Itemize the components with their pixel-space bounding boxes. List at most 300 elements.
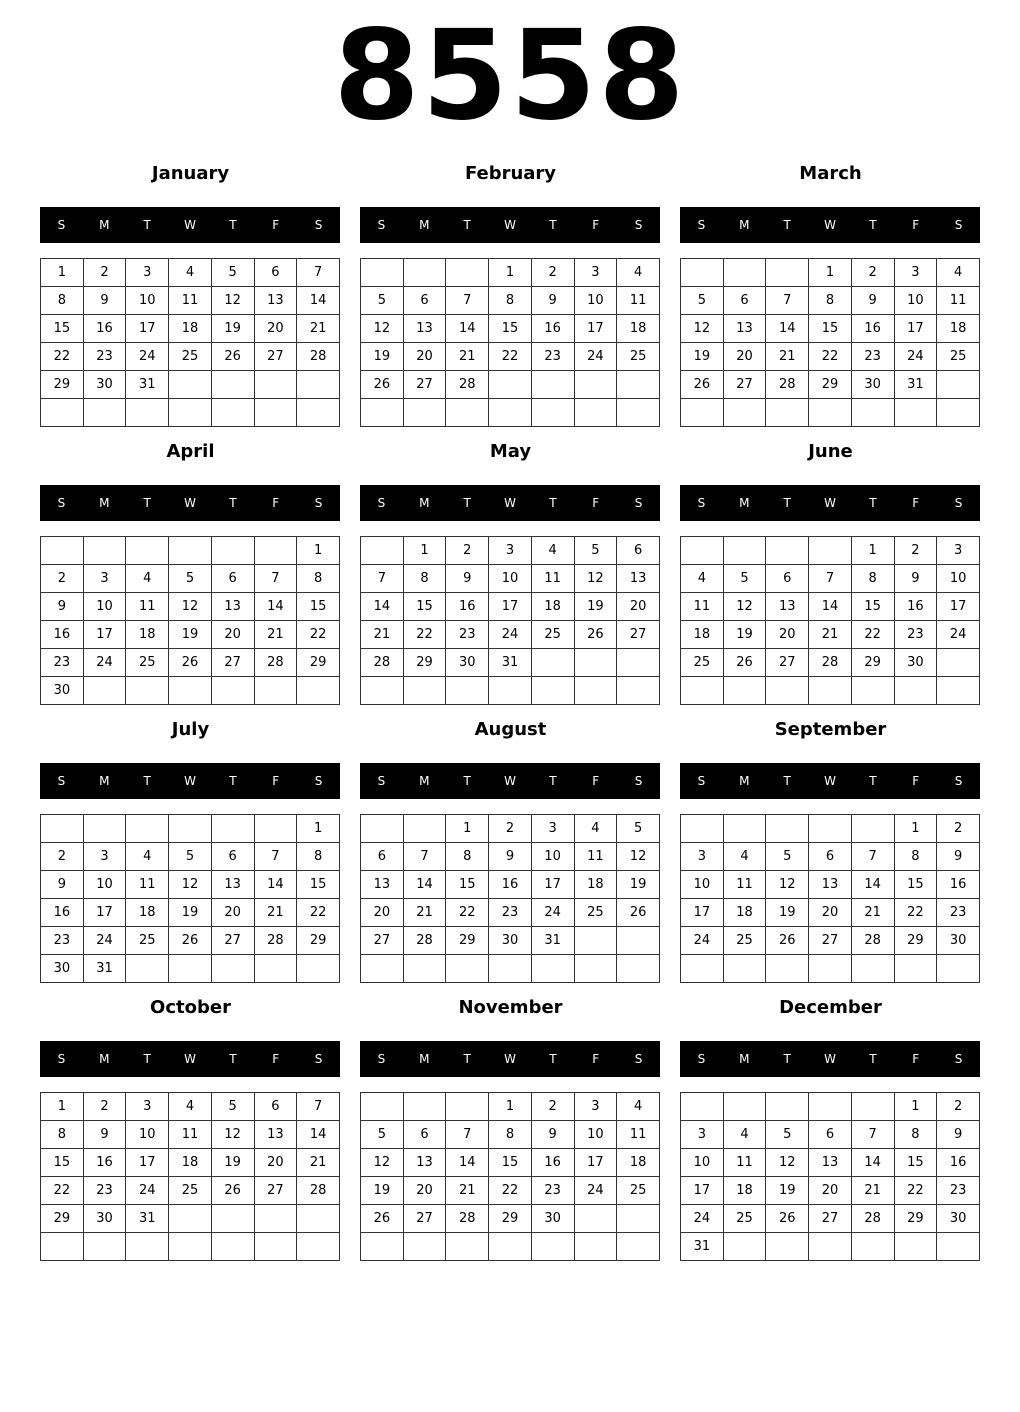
day-cell: 7	[361, 565, 404, 593]
month-name: April	[166, 441, 215, 462]
empty-cell	[681, 537, 724, 565]
weekday-label: T	[463, 774, 471, 788]
weekday-label: S	[954, 218, 963, 232]
weekday-label: S	[314, 218, 323, 232]
empty-cell	[126, 537, 169, 565]
day-cell: 21	[297, 1149, 340, 1177]
day-grid	[680, 814, 980, 983]
weekday-label: S	[57, 496, 66, 510]
day-cell: 18	[723, 1177, 766, 1205]
day-cell: 16	[937, 1149, 980, 1177]
week-row	[361, 315, 660, 343]
weekday-label: W	[184, 774, 196, 788]
day-cell: 10	[894, 287, 937, 315]
empty-cell	[211, 955, 254, 983]
week-row	[41, 1093, 340, 1121]
day-cell: 21	[403, 899, 446, 927]
week-row	[361, 1233, 660, 1261]
day-cell: 1	[489, 1093, 532, 1121]
empty-cell	[531, 955, 574, 983]
empty-cell	[126, 955, 169, 983]
week-row	[41, 565, 340, 593]
day-cell: 6	[723, 287, 766, 315]
empty-cell	[211, 371, 254, 399]
day-cell: 28	[851, 1205, 894, 1233]
weekday-label: W	[824, 1052, 836, 1066]
day-cell: 17	[574, 1149, 617, 1177]
empty-cell	[809, 1233, 852, 1261]
day-cell: 5	[574, 537, 617, 565]
week-row	[361, 1149, 660, 1177]
weekday-label: T	[549, 1052, 557, 1066]
day-cell: 29	[489, 1205, 532, 1233]
week-row	[681, 399, 980, 427]
month-name: August	[474, 719, 547, 740]
day-cell: 10	[574, 1121, 617, 1149]
day-cell: 12	[617, 843, 660, 871]
empty-cell	[254, 537, 297, 565]
week-row	[41, 955, 340, 983]
weekday-label: W	[504, 1052, 516, 1066]
empty-cell	[617, 371, 660, 399]
day-cell: 8	[41, 1121, 84, 1149]
empty-cell	[809, 677, 852, 705]
month-name: January	[151, 163, 230, 184]
weekday-label: F	[592, 496, 600, 510]
week-row	[361, 259, 660, 287]
empty-cell	[254, 1233, 297, 1261]
empty-cell	[894, 399, 937, 427]
week-row	[681, 1149, 980, 1177]
week-row	[361, 1093, 660, 1121]
empty-cell	[361, 399, 404, 427]
week-row	[361, 649, 660, 677]
day-cell: 7	[403, 843, 446, 871]
day-cell: 17	[531, 871, 574, 899]
weekday-label: T	[783, 1052, 791, 1066]
empty-cell	[723, 537, 766, 565]
weekday-label: T	[143, 1052, 151, 1066]
day-cell: 24	[574, 343, 617, 371]
day-cell: 30	[937, 1205, 980, 1233]
week-row	[41, 1121, 340, 1149]
weekday-header	[360, 207, 660, 243]
empty-cell	[254, 955, 297, 983]
empty-cell	[617, 955, 660, 983]
month-name: September	[774, 719, 887, 740]
empty-cell	[574, 399, 617, 427]
day-cell: 13	[809, 871, 852, 899]
weekday-label: T	[783, 218, 791, 232]
day-cell: 11	[617, 287, 660, 315]
empty-cell	[937, 649, 980, 677]
day-cell: 8	[297, 565, 340, 593]
day-cell: 24	[937, 621, 980, 649]
day-cell: 18	[723, 899, 766, 927]
day-cell: 16	[41, 899, 84, 927]
day-cell: 18	[937, 315, 980, 343]
empty-cell	[83, 815, 126, 843]
weekday-label: T	[229, 496, 237, 510]
day-cell: 23	[937, 899, 980, 927]
empty-cell	[169, 1233, 212, 1261]
day-cell: 3	[83, 843, 126, 871]
empty-cell	[83, 1233, 126, 1261]
day-cell: 28	[254, 649, 297, 677]
day-cell: 30	[41, 955, 84, 983]
day-cell: 12	[211, 287, 254, 315]
day-cell: 25	[723, 1205, 766, 1233]
day-cell: 13	[211, 871, 254, 899]
weekday-label: M	[739, 218, 750, 232]
weekday-label: S	[634, 218, 643, 232]
weekday-label: S	[697, 496, 706, 510]
day-cell: 12	[574, 565, 617, 593]
week-row	[41, 315, 340, 343]
day-cell: 16	[446, 593, 489, 621]
day-cell: 28	[403, 927, 446, 955]
day-cell: 24	[574, 1177, 617, 1205]
weekday-label: S	[57, 218, 66, 232]
day-cell: 16	[489, 871, 532, 899]
day-cell: 30	[531, 1205, 574, 1233]
day-cell: 3	[937, 537, 980, 565]
empty-cell	[574, 1233, 617, 1261]
day-cell: 26	[169, 649, 212, 677]
day-cell: 9	[937, 843, 980, 871]
weekday-label: T	[783, 496, 791, 510]
day-cell: 5	[169, 843, 212, 871]
day-cell: 2	[531, 1093, 574, 1121]
empty-cell	[211, 677, 254, 705]
day-cell: 2	[446, 537, 489, 565]
day-cell: 22	[297, 899, 340, 927]
day-cell: 30	[83, 371, 126, 399]
day-cell: 14	[254, 871, 297, 899]
day-cell: 28	[809, 649, 852, 677]
weekday-header	[40, 1041, 340, 1077]
empty-cell	[361, 1093, 404, 1121]
weekday-label: S	[57, 774, 66, 788]
empty-cell	[169, 1205, 212, 1233]
day-cell: 17	[894, 315, 937, 343]
day-cell: 24	[531, 899, 574, 927]
day-cell: 24	[489, 621, 532, 649]
empty-cell	[851, 677, 894, 705]
day-grid	[40, 258, 340, 427]
weekday-label: M	[739, 1052, 750, 1066]
day-cell: 27	[254, 343, 297, 371]
week-row	[361, 955, 660, 983]
day-cell: 26	[766, 1205, 809, 1233]
empty-cell	[83, 399, 126, 427]
empty-cell	[254, 815, 297, 843]
month-name: October	[150, 997, 231, 1018]
day-cell: 30	[41, 677, 84, 705]
day-cell: 19	[723, 621, 766, 649]
day-cell: 4	[937, 259, 980, 287]
day-cell: 21	[297, 315, 340, 343]
empty-cell	[297, 955, 340, 983]
week-row	[361, 677, 660, 705]
day-cell: 1	[894, 1093, 937, 1121]
day-cell: 18	[617, 315, 660, 343]
day-cell: 9	[83, 1121, 126, 1149]
day-cell: 26	[723, 649, 766, 677]
day-cell: 11	[531, 565, 574, 593]
day-cell: 10	[531, 843, 574, 871]
empty-cell	[766, 259, 809, 287]
empty-cell	[766, 955, 809, 983]
week-row	[361, 899, 660, 927]
day-cell: 22	[489, 343, 532, 371]
day-cell: 28	[361, 649, 404, 677]
week-row	[681, 343, 980, 371]
day-cell: 14	[446, 1149, 489, 1177]
weekday-label: F	[912, 496, 920, 510]
day-cell: 19	[211, 315, 254, 343]
day-cell: 2	[41, 565, 84, 593]
day-cell: 7	[851, 1121, 894, 1149]
week-row	[681, 537, 980, 565]
month-name: May	[489, 441, 532, 462]
day-cell: 14	[809, 593, 852, 621]
day-cell: 15	[297, 593, 340, 621]
week-row	[681, 843, 980, 871]
empty-cell	[254, 371, 297, 399]
empty-cell	[446, 259, 489, 287]
empty-cell	[489, 1233, 532, 1261]
empty-cell	[211, 1233, 254, 1261]
day-cell: 29	[297, 927, 340, 955]
day-cell: 6	[403, 1121, 446, 1149]
empty-cell	[361, 677, 404, 705]
day-cell: 9	[446, 565, 489, 593]
day-cell: 10	[126, 1121, 169, 1149]
empty-cell	[766, 399, 809, 427]
weekday-label: S	[954, 1052, 963, 1066]
weekday-header	[680, 763, 980, 799]
day-cell: 2	[41, 843, 84, 871]
day-cell: 6	[403, 287, 446, 315]
weekday-header	[680, 485, 980, 521]
day-cell: 9	[83, 287, 126, 315]
day-cell: 21	[446, 1177, 489, 1205]
week-row	[681, 593, 980, 621]
day-cell: 14	[297, 287, 340, 315]
day-cell: 27	[211, 649, 254, 677]
day-cell: 19	[766, 1177, 809, 1205]
empty-cell	[403, 1093, 446, 1121]
empty-cell	[723, 1233, 766, 1261]
empty-cell	[809, 1093, 852, 1121]
day-cell: 7	[297, 1093, 340, 1121]
day-cell: 6	[211, 565, 254, 593]
empty-cell	[531, 1233, 574, 1261]
empty-cell	[446, 955, 489, 983]
day-cell: 8	[809, 287, 852, 315]
day-cell: 17	[681, 1177, 724, 1205]
day-cell: 14	[851, 1149, 894, 1177]
month-name: February	[464, 163, 557, 184]
weekday-label: S	[634, 496, 643, 510]
day-cell: 30	[446, 649, 489, 677]
week-row	[681, 565, 980, 593]
day-cell: 29	[809, 371, 852, 399]
day-grid	[360, 814, 660, 983]
day-cell: 5	[361, 1121, 404, 1149]
day-cell: 25	[126, 649, 169, 677]
day-cell: 9	[531, 1121, 574, 1149]
weekday-label: W	[504, 218, 516, 232]
day-cell: 19	[766, 899, 809, 927]
day-cell: 12	[681, 315, 724, 343]
day-cell: 17	[126, 315, 169, 343]
week-row	[681, 955, 980, 983]
empty-cell	[361, 537, 404, 565]
day-cell: 17	[126, 1149, 169, 1177]
empty-cell	[766, 815, 809, 843]
empty-cell	[531, 677, 574, 705]
weekday-label: F	[592, 218, 600, 232]
day-cell: 9	[894, 565, 937, 593]
day-cell: 9	[851, 287, 894, 315]
week-row	[361, 927, 660, 955]
day-cell: 19	[211, 1149, 254, 1177]
weekday-label: T	[783, 774, 791, 788]
day-cell: 1	[297, 537, 340, 565]
empty-cell	[766, 1093, 809, 1121]
day-cell: 7	[446, 1121, 489, 1149]
day-cell: 29	[894, 927, 937, 955]
day-cell: 19	[169, 899, 212, 927]
day-cell: 20	[617, 593, 660, 621]
day-cell: 5	[723, 565, 766, 593]
weekday-label: F	[912, 774, 920, 788]
day-cell: 22	[297, 621, 340, 649]
weekday-label: M	[419, 774, 430, 788]
day-cell: 31	[531, 927, 574, 955]
day-cell: 9	[41, 593, 84, 621]
empty-cell	[126, 399, 169, 427]
week-row	[681, 649, 980, 677]
empty-cell	[617, 649, 660, 677]
year-title: 8558	[333, 4, 687, 148]
empty-cell	[126, 1233, 169, 1261]
day-cell: 25	[617, 343, 660, 371]
weekday-label: F	[272, 774, 280, 788]
weekday-header	[40, 763, 340, 799]
week-row	[41, 1149, 340, 1177]
day-cell: 15	[489, 315, 532, 343]
day-cell: 1	[41, 1093, 84, 1121]
week-row	[361, 399, 660, 427]
day-cell: 17	[83, 899, 126, 927]
day-cell: 20	[254, 1149, 297, 1177]
day-cell: 15	[894, 1149, 937, 1177]
day-grid	[360, 536, 660, 705]
day-cell: 27	[809, 927, 852, 955]
day-cell: 15	[446, 871, 489, 899]
day-cell: 8	[41, 287, 84, 315]
day-cell: 27	[254, 1177, 297, 1205]
day-cell: 23	[489, 899, 532, 927]
day-cell: 26	[361, 1205, 404, 1233]
week-row	[41, 815, 340, 843]
day-cell: 22	[851, 621, 894, 649]
empty-cell	[851, 815, 894, 843]
day-cell: 28	[254, 927, 297, 955]
day-cell: 16	[937, 871, 980, 899]
day-cell: 15	[489, 1149, 532, 1177]
day-cell: 12	[361, 1149, 404, 1177]
day-cell: 16	[894, 593, 937, 621]
day-cell: 11	[723, 871, 766, 899]
empty-cell	[211, 537, 254, 565]
day-cell: 17	[937, 593, 980, 621]
empty-cell	[41, 1233, 84, 1261]
empty-cell	[681, 1093, 724, 1121]
day-cell: 16	[851, 315, 894, 343]
empty-cell	[403, 955, 446, 983]
weekday-label: S	[314, 1052, 323, 1066]
week-row	[681, 259, 980, 287]
week-row	[681, 1121, 980, 1149]
day-cell: 20	[211, 621, 254, 649]
weekday-header	[360, 485, 660, 521]
day-cell: 15	[809, 315, 852, 343]
week-row	[361, 1205, 660, 1233]
weekday-label: S	[634, 1052, 643, 1066]
week-row	[361, 287, 660, 315]
weekday-header	[360, 1041, 660, 1077]
day-cell: 3	[531, 815, 574, 843]
week-row	[681, 677, 980, 705]
day-cell: 13	[809, 1149, 852, 1177]
empty-cell	[83, 537, 126, 565]
empty-cell	[937, 399, 980, 427]
empty-cell	[809, 815, 852, 843]
day-cell: 15	[41, 315, 84, 343]
week-row	[41, 259, 340, 287]
empty-cell	[894, 677, 937, 705]
day-cell: 21	[851, 1177, 894, 1205]
weekday-label: T	[549, 774, 557, 788]
day-cell: 11	[681, 593, 724, 621]
day-cell: 17	[489, 593, 532, 621]
empty-cell	[361, 815, 404, 843]
day-cell: 6	[211, 843, 254, 871]
weekday-label: S	[697, 1052, 706, 1066]
day-cell: 21	[851, 899, 894, 927]
weekday-label: S	[314, 774, 323, 788]
week-row	[361, 621, 660, 649]
day-cell: 24	[894, 343, 937, 371]
day-cell: 21	[254, 899, 297, 927]
day-cell: 2	[83, 1093, 126, 1121]
weekday-label: W	[824, 218, 836, 232]
day-cell: 4	[723, 843, 766, 871]
day-cell: 20	[254, 315, 297, 343]
day-cell: 14	[254, 593, 297, 621]
day-cell: 27	[617, 621, 660, 649]
day-cell: 15	[851, 593, 894, 621]
day-cell: 23	[83, 1177, 126, 1205]
day-cell: 22	[403, 621, 446, 649]
day-cell: 23	[937, 1177, 980, 1205]
day-cell: 11	[126, 593, 169, 621]
day-cell: 28	[766, 371, 809, 399]
